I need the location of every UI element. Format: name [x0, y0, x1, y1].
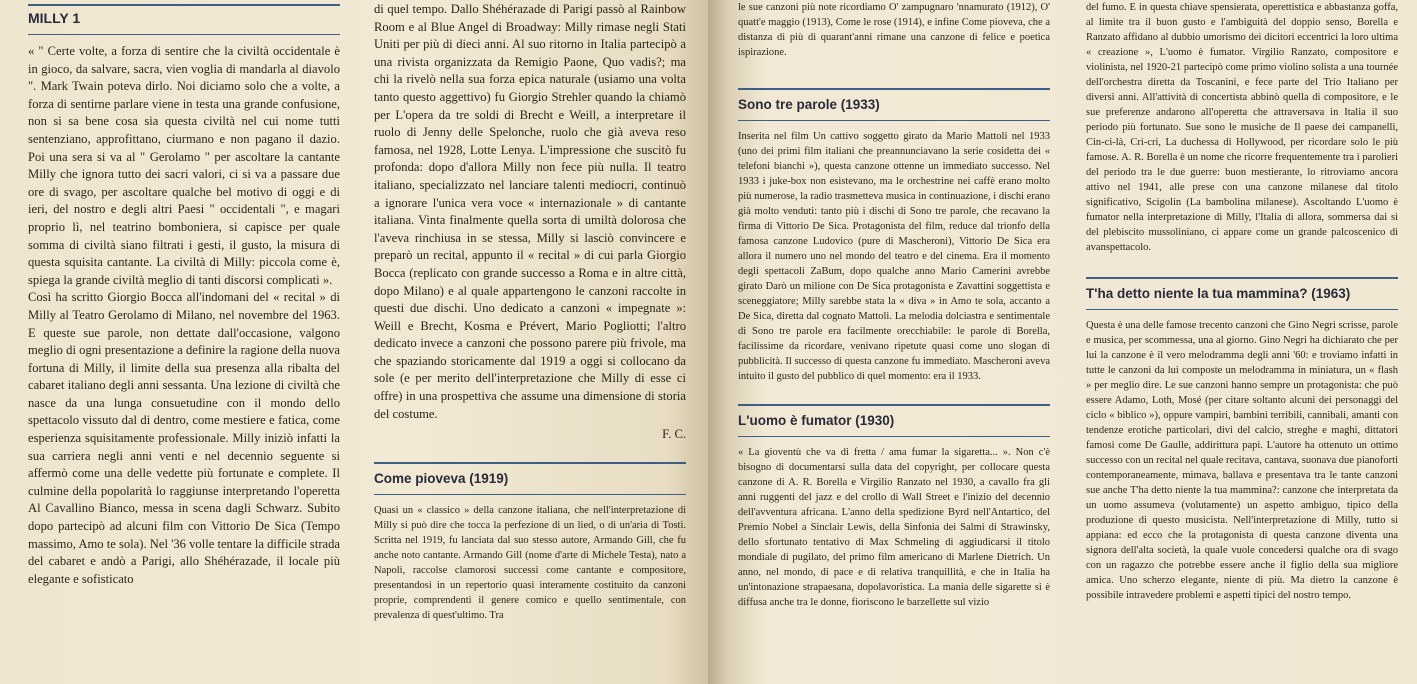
- article-paragraph-2: Così ha scritto Giorgio Bocca all'indomani del « recital » di Milly al Teatro Gerolamo di Milano, nel novembre del 1963. E queste sue parole, non dettate dall'occasione, valgono meglio di ogni presentazione a definire la ragione della nuova fortuna di Milly, il limite della sua presenza alla ribalta del cabaret italiano degli anni sessanta. Una lezione di civiltà che nasce da una lunga consuetudine con il mondo dello spettacolo vissuto dal di dentro, come mestiere e fatica, come esperienza squisitamente professionale. Milly iniziò infatti la sua carriera negli anni venti e nel decennio seguente si affermò come una delle vedette più fortunate e complete. Il culmine della popolarità lo raggiunse interpretando l'operetta Al Cavallino Bianco, messa in scena dagli Schwarz. Subito dopo partecipò ad alcuni film con Vittorio De Sica (Tempo massimo, Amo te sola). Nel '36 volle tentare la difficile strada del cabaret e andò a Parigi, allo Shéhérazade, il locale più elegante e sofisticato: [28, 290, 340, 586]
- section-rule: [1086, 277, 1398, 279]
- heading-rule-bottom: [28, 34, 340, 35]
- author-signature: F. C.: [662, 427, 686, 442]
- section-text-uomo-fumator: « La gioventù che va di fretta / ama fumar la sigaretta... ». Non c'è bisogno di documentarsi sulla data del copyright, per collocare questa canzone di A. R. Borella e Virgilio Ranzato nel 1930, a cavallo fra gli anni ruggenti del jazz e del crollo di Wall Street e l'inizio del decennio dell'avventura africana. L'anno della spedizione Byrd nell'Antartico, del Premio Nobel a Sinclair Lewis, della Sinfonia dei Salmi di Strawinsky, dello sfortunato tentativo di Max Schmeling di aggiudicarsi il titolo mondiale di pugilato, del primo film americano di Marlene Dietrich. Un anno, nel mondo, di pace e di relativa tranquillità, e che in Italia ha un'intonazione strapaesana, dopolavoristica. La mania delle sigarette si è diffusa anche tra le donne, fioriscono le barzellette sul vizio: [738, 447, 1050, 608]
- article-paragraph-1: « " Certe volte, a forza di sentire che la civiltà occidentale è in gioco, da salvare, sacra, vien voglia di mandarla al diavolo ". Mark Twain poteva dirlo. Noi diciamo solo che a volte, a forza di sentirne parlare viene in testa una grande confusione, non si sa bene cosa sia questa civiltà nel cui nome tutti sentenziano, approfittano, ciurmano e non pagano il dazio. Poi una sera si va al " Gerolamo " per ascoltare la cantante Milly che ignora tutto dei sacri valori, ci si va a passare due ore di svago, per ascoltare qualche bel motivo di oggi e di ieri, del nostro e degli altri Paesi " occidentali ", e magari proprio lì, nel teatrino bomboniera, si capisce per quale somma di civiltà siano filtrati i gesti, il gusto, la misura di questa squisita cantante. La civiltà di Milly: piccola come è, spiega la grande civiltà meglio di tanti discorsi complicati ».: [28, 44, 340, 287]
- section-rule-bottom: [374, 494, 686, 495]
- column-1: [28, 0, 340, 588]
- section-text-intro: le sue canzoni più note ricordiamo O' zampugnaro 'nnamurato (1912), O' quatt'e maggio (1913), Come le rose (1914), e infine Come pioveva, che a distanza di più di quarant'anni rimane una canzone di felice e poetica ispirazione.: [738, 2, 1050, 58]
- section-heading-come-pioveva: Come pioveva (1919): [374, 471, 509, 487]
- section-text-come-pioveva: Quasi un « classico » della canzone italiana, che nell'interpretazione di Milly si può dire che tocca la perfezione di un lied, o di un'aria di Tosti. Scritta nel 1919, fu lanciata dal suo stesso autore, Armando Gill, che fu anche noto cantante. Armando Gill (nome d'arte di Michele Testa), nato a Napoli, raccolse clamorosi successi come cantante e compositore, presentandosi in un repertorio quasi interamente costituito da canzoni proprie, comprendenti il genere comico e quello sentimentale, con prevalenza di quest'ultimo. Tra: [374, 505, 686, 622]
- section-heading-sono-tre-parole: Sono tre parole (1933): [738, 97, 880, 112]
- section-rule: [738, 404, 1050, 406]
- section-rule-bottom: [738, 120, 1050, 121]
- section-rule: [374, 462, 686, 464]
- article-heading: MILLY 1: [28, 10, 81, 26]
- article-paragraph-3: di quel tempo. Dallo Shéhérazade di Parigi passò al Rainbow Room e al Blue Angel di Broadway: Milly rimase negli Stati Uniti per più di dieci anni. Al suo ritorno in Italia partecipò a una rivista organizzata da Remigio Paone, Quo vadis?; ma chi la rivelò nella sua forza epica naturale (usiamo una volta tanto questo aggettivo) fu Giorgio Strehler quando la chiamò per L'opera da tre soldi di Brecht e Weill, a interpretare il ruolo di Jenny delle Spelonche, ruolo che già aveva reso famosa, nel 1928, Lotte Lenya. L'impressione che suscitò fu profonda: dopo d'allora Milly non fece più nulla. Il teatro italiano, specializzato nel lanciare talenti mediocri, continuò a ignorare l'unica vera voce « internazionale » di cantante italiana. Vinta finalmente quella sorta di umiltà dolorosa che l'aveva rinchiusa in se stessa, Milly si lasciò convincere e preparò un recital, appunto il « recital » di cui parla Giorgio Bocca (replicato con grande successo a Roma e in altre città, dopo Milano) e al quale appartengono le canzoni raccolte in questi due dischi. Uno dedicato a canzoni « impegnate »: Weill e Brecht, Kosma e Prévert, Mario Pogliotti; l'altro dedicato invece a canzoni che possono parere più frivole, ma che spaziando storicamente dal 1919 a oggi si collocano da sole (e per merito dell'interpretazione che Milly di esse ci offre) in una prospettiva che assume una dimensione di storia del costume.: [374, 2, 686, 421]
- section-rule-bottom: [1086, 309, 1398, 310]
- section-heading-tha-detto: T'ha detto niente la tua mammina? (1963): [1086, 286, 1351, 301]
- left-page: [0, 0, 708, 684]
- section-rule: [738, 88, 1050, 90]
- section-rule-bottom: [738, 436, 1050, 437]
- heading-rule: [28, 4, 340, 6]
- column-3: [738, 0, 1050, 610]
- right-page: [708, 0, 1417, 684]
- column-4: [1086, 0, 1398, 603]
- section-heading-uomo-fumator: L'uomo è fumator (1930): [738, 413, 895, 428]
- section-text-continued: del fumo. E in questa chiave spensierata, operettistica e abbastanza goffa, al limite tra il buon gusto e l'ambiguità del doppio senso, Borella e Ranzato affidano al dubbio umorismo dei dicitori eccentrici la loro ultima « creazione », L'uomo è fumator. Virgilio Ranzato, compositore e violinista, nel 1920-21 partecipò come primo violino solista a una tournée dell'orchestra diretta da Toscanini, e fece parte del Trio Italiano per diversi anni. All'attività di concertista abbinò quella di compositore, e le sue preferenze andarono all'operetta che attraversava in Italia il suo periodo più fortunato. Sue sono le musiche de Il paese dei campanelli, Cin-ci-là, Cri-cri, La duchessa di Hollywood, per ricordare solo le più famose. A. R. Borella è un nome che ricorre frequentemente tra i parolieri del periodo tra le due guerre: buon mestierante, lo ritroviamo ancora attivo nel 1941, alle prese con una canzone milanese dal titolo significativo, Scigolin (La bambolina milanese). Ascoltando L'uomo è fumator nella interpretazione di Milly, l'Italia di allora, sommersa dai sì del plebiscito mussoliniano, ci appare come un grande palcoscenico di avanspettacolo.: [1086, 2, 1398, 253]
- column-2: [374, 0, 686, 623]
- section-text-tha-detto: Questa è una delle famose trecento canzoni che Gino Negri scrisse, parole e musica, per scommessa, una al giorno. Gino Negri ha dichiarato che per lui la canzone è il vero melodramma degli anni '60: e troviamo infatti in tutte le canzoni da lui composte un melodramma in miniatura, un « flash » per meglio dire. Le sue canzoni hanno sempre un protagonista: che può essere Adamo, Loth, Mosé (per citare soltanto alcuni dei personaggi del ciclo « biblico »), oppure vampiri, bambini terribili, cannibali, amanti con tendenze erotiche particolari, divi del calcio, streghe e maghi, dittatori famosi come De Gaulle, addirittura papi. L'autore ha ottenuto un ottimo successo con un recital nel quale recitava, cantava, suonava due pianoforti contemporaneamente, mimava, ballava e presentava tra le tante canzoni sue anche T'ha detto niente la tua mammina?: canzone che interpretata da un uomo assumeva (volutamente) un aspetto ambiguo, tipico della produzione di questo musicista. Nell'interpretazione di Milly, tutto si appiana: ed ecco che la protagonista di questa canzone diventa una signora dell'alta società, la quale vuole concedersi qualche ora di svago con un ragazzo che potrebbe essere anche il figlio della sua migliore amica. Uno scherzo elegante, niente di più. Ma dietro la canzone è possibile intravedere problemi e aspetti tipici del nostro tempo.: [1086, 320, 1398, 601]
- section-text-sono-tre-parole: Inserita nel film Un cattivo soggetto girato da Mario Mattoli nel 1933 (uno dei primi film italiani che preannunciavano la serie cosidetta dei « telefoni bianchi »), questa canzone ottenne un immediato successo. Nel 1933 i juke-box non esistevano, ma le orchestrine nei caffè erano molto più numerose, la radio trasmetteva musica in continuazione, i dischi erano già molto venduti: tanto più i dischi di Sono tre parole, che recavano la firma di Vittorio De Sica. Protagonista del film, reduce dal trionfo della famosa canzone Ludovico (pure di Mascheroni), Vittorio De Sica era allora il numero uno nel mondo del teatro e del cinema. Era il momento degli spettacoli ZaBum, dopo qualche anno Mario Camerini avrebbe girato Darò un milione con De Sica protagonista e Zavattini soggettista e sceneggiatore; Milly sarebbe stata la « diva » in Amo te sola, accanto a De Sica, diretta dal cognato Mattoli. La melodia dolciastra e sentimentale di Sono tre parole era facilmente orecchiabile: le parole di Borella, facilissime da ricordare, venivano ripetute quasi come uno slogan di pubblicità. Il successo di questa canzone fu immediato. Mascheroni aveva intuito il gusto del pubblico di quel momento: era il 1933.: [738, 131, 1050, 382]
